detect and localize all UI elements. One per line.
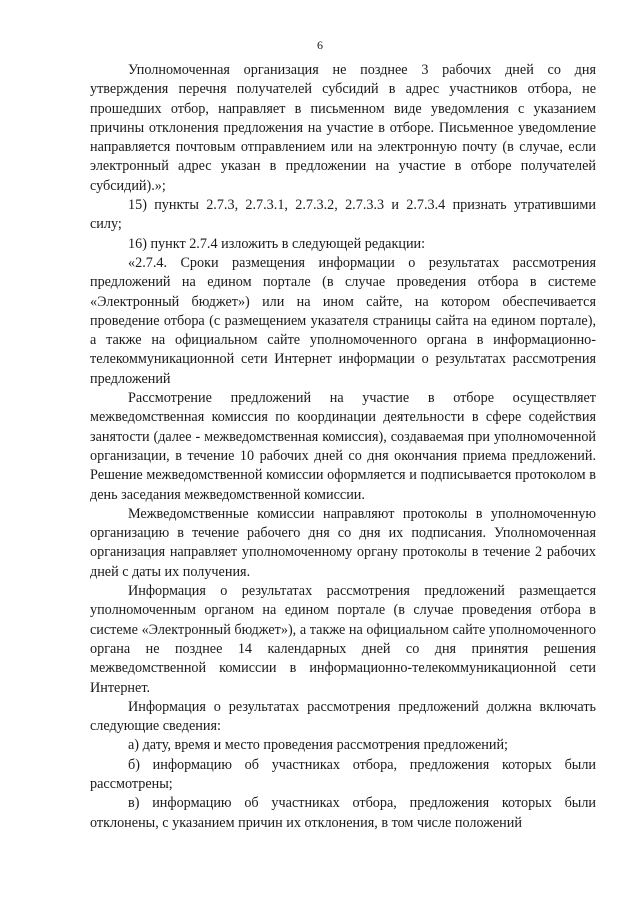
page-number: 6: [317, 38, 323, 52]
paragraph: б) информацию об участниках отбора, предложения которых были рассмотрены;: [90, 756, 596, 792]
paragraph: «2.7.4. Сроки размещения информации о результатах рассмотрения предложений на едином портале (в случае проведения отбора в системе «Электронный бюджет») или на ином сайте, на котором обеспечивается проведение отбора (с размещением указателя страницы сайта на едином портале), а также на официальном сайте уполномоченного органа в информационно-телекоммуникационной сети Интернет информации о результатах рассмотрения предложений: [90, 254, 596, 387]
paragraph: Межведомственные комиссии направляют протоколы в уполномоченную организацию в течение рабочего дня со дня их подписания. Уполномоченная организация направляет уполномоченному органу протоколы в течение 2 рабочих дней с даты их получения.: [90, 505, 596, 580]
paragraph: Информация о результатах рассмотрения предложений должна включать следующие сведения:: [90, 698, 596, 735]
paragraph: 16) пункт 2.7.4 изложить в следующей редакции:: [128, 235, 426, 252]
document-body: [90, 61, 596, 833]
paragraph: 15) пункты 2.7.3, 2.7.3.1, 2.7.3.2, 2.7.3.3 и 2.7.3.4 признать утратившими силу;: [90, 197, 596, 233]
paragraph: а) дату, время и место проведения рассмотрения предложений;: [128, 737, 508, 754]
paragraph: Уполномоченная организация не позднее 3 рабочих дней со дня утверждения перечня получателей субсидий в адрес участников отбора, не прошедших отбор, направляет в письменном виде уведомления с указанием причины отклонения предложения на участие в отборе. Письменное уведомление направляется почтовым отправлением или на электронную почту (в случае, если электронный адрес указан в предложении на участие в отборе получателей субсидий).»;: [90, 62, 596, 194]
paragraph: Информация о результатах рассмотрения предложений размещается уполномоченным органом на едином портале (в случае проведения отбора в системе «Электронный бюджет»), а также на официальном сайте уполномоченного органа не позднее 14 календарных дней со дня принятия решения межведомственной комиссии в информационно-телекоммуникационной сети Интернет.: [90, 583, 596, 696]
paragraph: Рассмотрение предложений на участие в отборе осуществляет межведомственная комиссия по координации деятельности в сфере содействия занятости (далее - межведомственная комиссия), создаваемая при уполномоченной организации, в течение 10 рабочих дней со дня окончания приема предложений. Решение межведомственной комиссии оформляется и подписывается протоколом в день заседания межведомственной комиссии.: [90, 390, 596, 503]
paragraph: в) информацию об участниках отбора, предложения которых были отклонены, с указанием причин их отклонения, в том числе положений: [90, 795, 596, 831]
